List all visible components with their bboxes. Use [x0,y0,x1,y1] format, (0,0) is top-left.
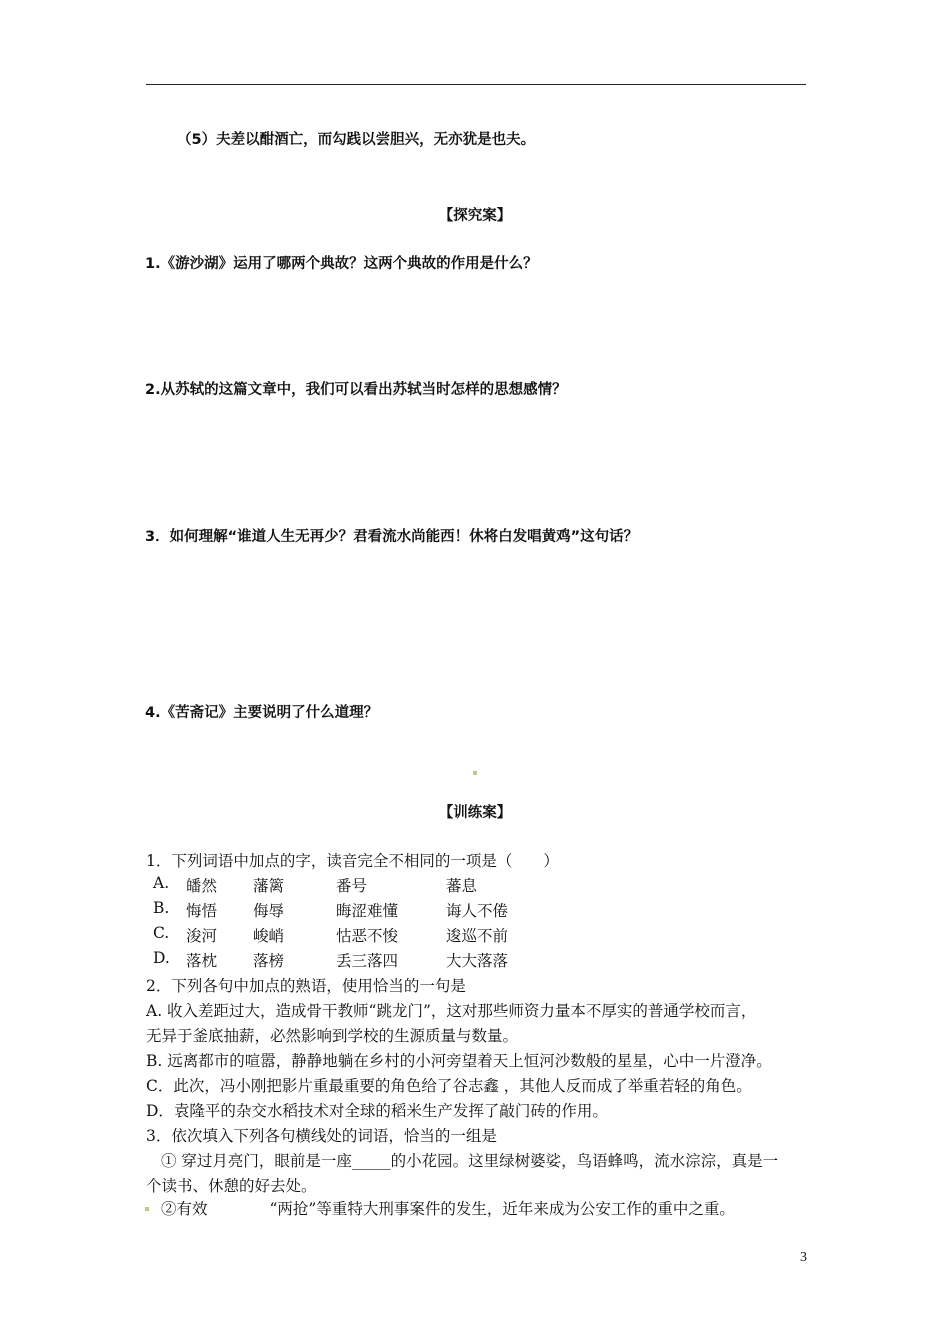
option-word: 侮辱 [253,902,285,920]
train-question-3-sentence-2: ②有效 “两抢”等重特大刑事案件的发生，近年来成为公安工作的重中之重。 [161,1200,735,1218]
option-word: 浚河 [186,927,218,945]
page-number: 3 [800,1250,807,1265]
option-word: 落枕 [186,952,218,970]
option-word: 怙恶不悛 [336,927,399,945]
option-word: 番号 [336,877,368,895]
train-question-3-stem: 3．依次填入下列各句横线处的词语，恰当的一组是 [146,1127,497,1145]
train-question-3-sentence-1-line2: 个读书、休憩的好去处。 [146,1177,317,1195]
top-sentence: （5）夫差以酣酒亡，而勾践以尝胆兴，无亦犹是也夫。 [177,132,536,148]
train-question-2-option-c: C．此次，冯小刚把影片重最重要的角色给了谷志鑫 ，其他人反而成了举重若轻的角色。 [146,1077,752,1095]
train-question-2-option-b: B. 远离都市的喧嚣，静静地躺在乡村的小河旁望着天上恒河沙数般的星星，心中一片澄净。 [146,1052,772,1070]
train-heading: 【训练案】 [438,805,512,821]
explore-question-1: 1.《游沙湖》运用了哪两个典故？这两个典故的作用是什么？ [145,256,538,272]
explore-question-4: 4.《苦斋记》主要说明了什么道理？ [145,705,379,721]
explore-question-3: 3．如何理解“谁道人生无再少？君看流水尚能西！休将白发唱黄鸡”这句话？ [145,529,639,545]
option-word: 皤然 [186,877,218,895]
option-letter: C. [153,924,170,942]
train-question-1-stem: 1．下列词语中加点的字，读音完全不相同的一项是（ ） [146,852,559,870]
decorative-dot [473,771,477,775]
option-word: 晦涩难懂 [336,902,399,920]
option-word: 悔悟 [186,902,218,920]
train-question-2-stem: 2．下列各句中加点的熟语，使用恰当的一句是 [146,977,466,995]
train-question-2-option-d: D．袁隆平的杂交水稻技术对全球的稻米生产发挥了敲门砖的作用。 [146,1102,608,1120]
train-question-2-option-a-line2: 无异于釜底抽薪，必然影响到学校的生源质量与数量。 [146,1027,519,1045]
option-letter: B. [153,899,170,917]
option-letter: A. [153,874,170,892]
train-question-3-sentence-1-line1: ① 穿过月亮门，眼前是一座_____的小花园。这里绿树婆娑，鸟语蜂鸣，流水淙淙，真是一 [161,1152,779,1170]
option-word: 丢三落四 [336,952,399,970]
option-word: 大大落落 [446,952,509,970]
option-word: 诲人不倦 [446,902,509,920]
decorative-dot [145,1207,149,1211]
option-word: 蕃息 [446,877,478,895]
option-word: 峻峭 [253,927,285,945]
explore-heading: 【探究案】 [438,208,512,224]
option-letter: D. [153,949,170,967]
option-word: 落榜 [253,952,285,970]
option-word: 逡巡不前 [446,927,509,945]
option-word: 藩篱 [253,877,285,895]
header-rule [146,84,806,85]
train-question-2-option-a-line1: A. 收入差距过大，造成骨干教师“跳龙门”，这对那些师资力量本不厚实的普通学校而言， [146,1002,757,1020]
explore-question-2: 2.从苏轼的这篇文章中，我们可以看出苏轼当时怎样的思想感情？ [145,382,567,398]
